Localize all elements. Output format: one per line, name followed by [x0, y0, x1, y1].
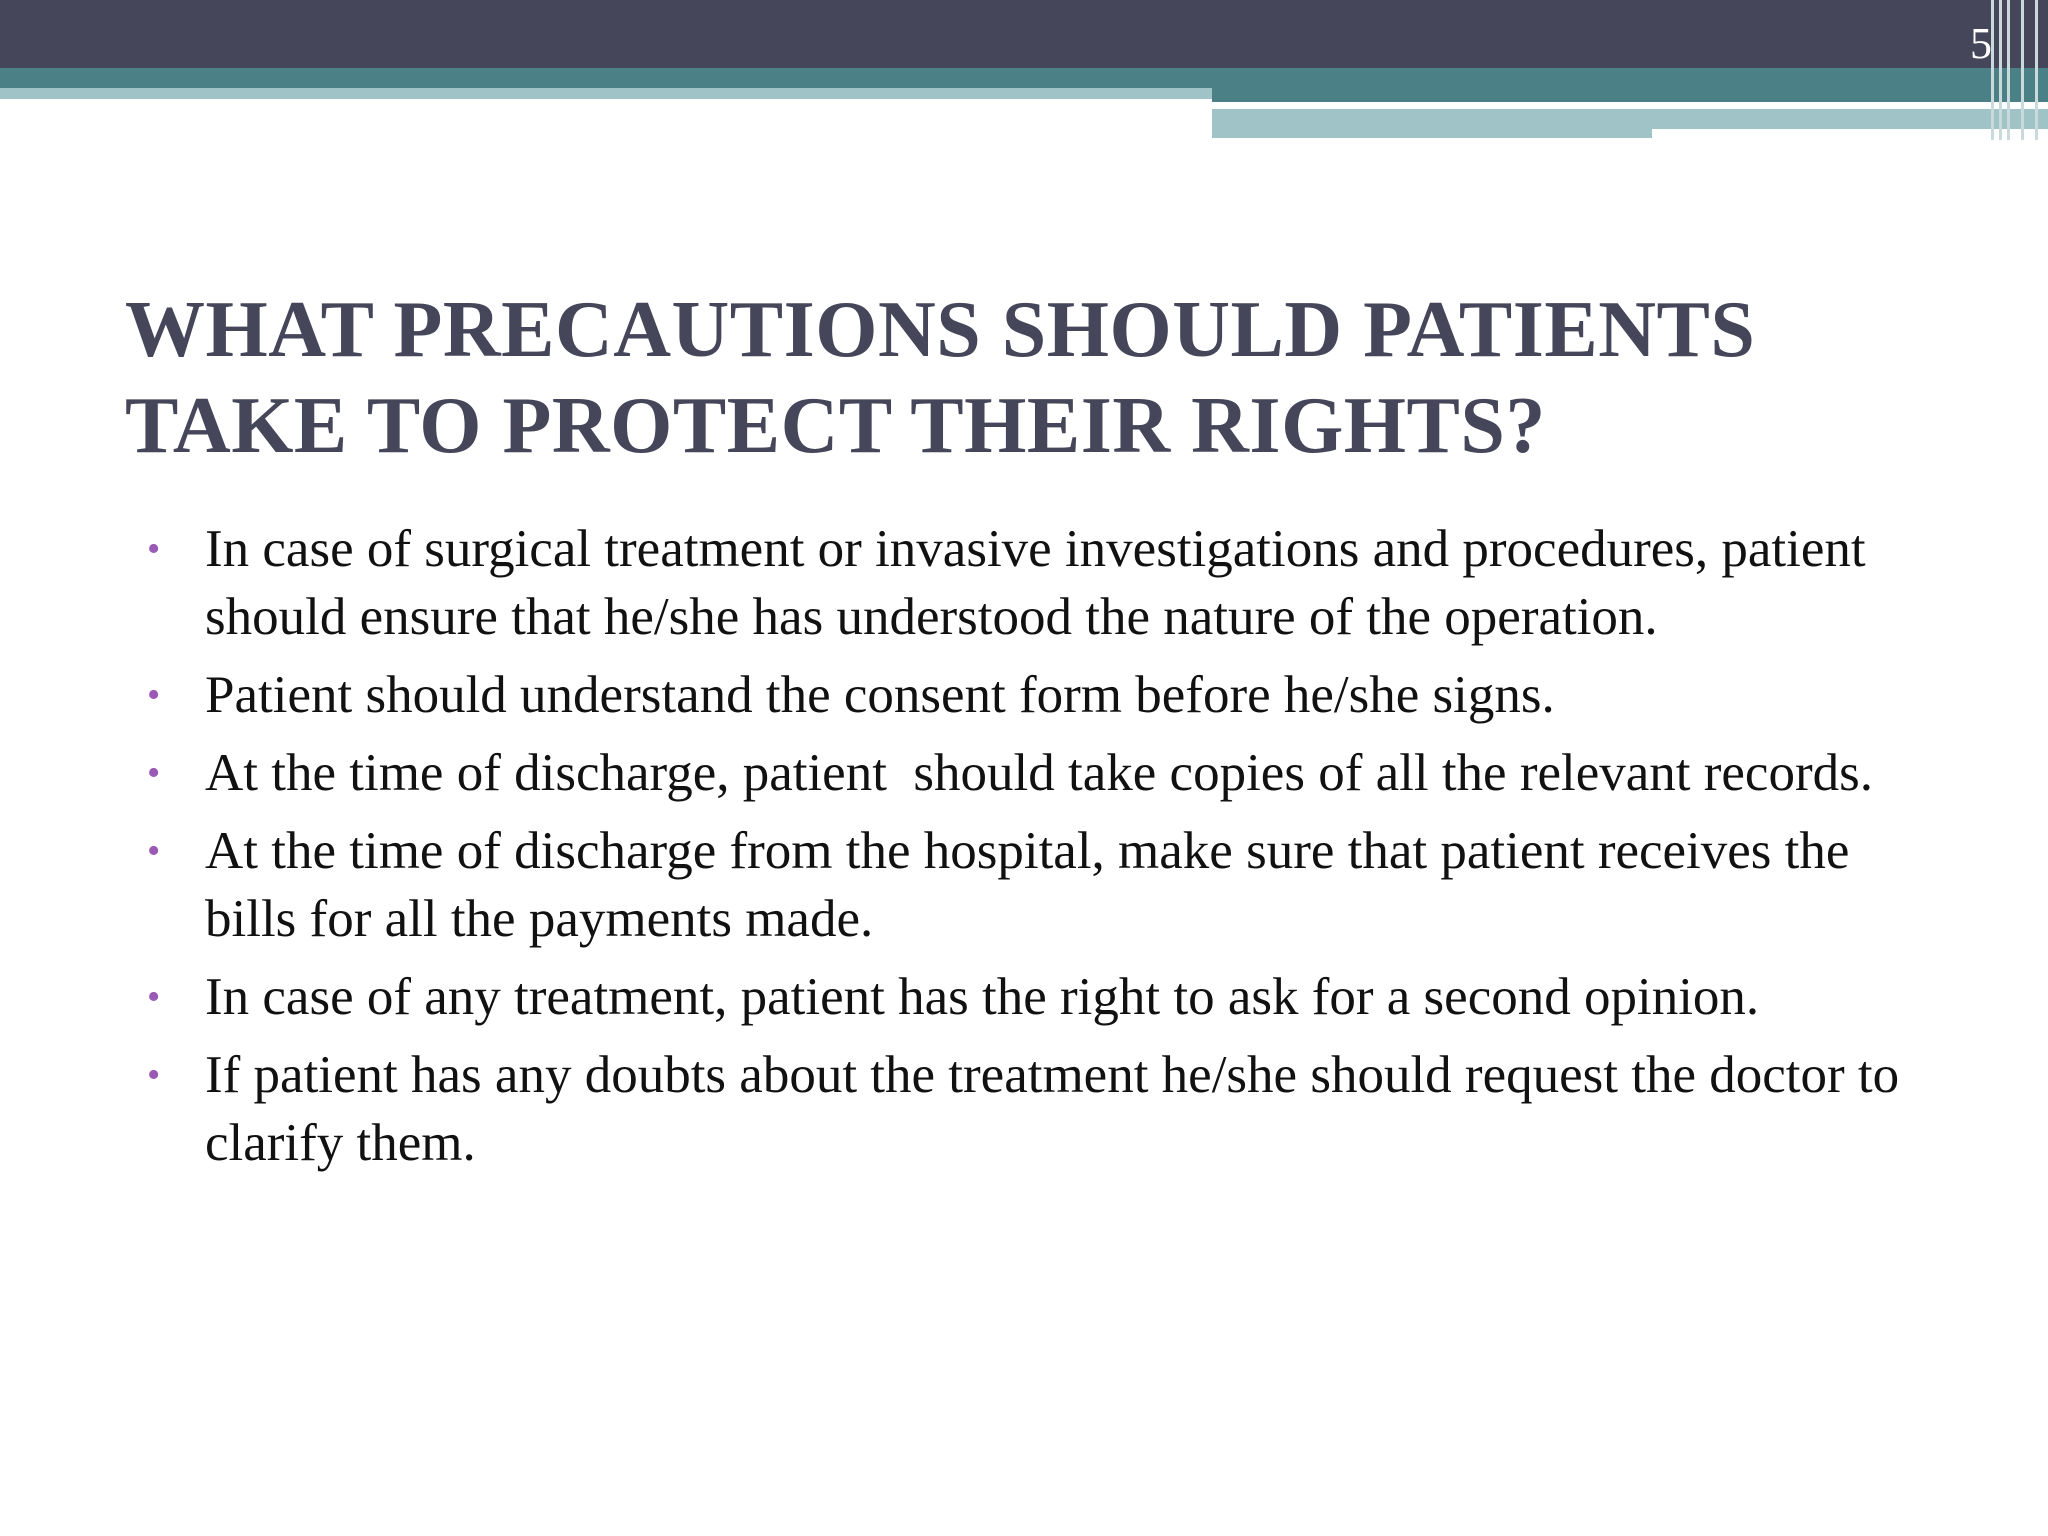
- list-item: [145, 963, 1945, 1031]
- bullet-marker: •: [147, 752, 161, 794]
- bullet-marker: •: [147, 528, 161, 570]
- bullet-list: [145, 515, 1945, 1187]
- list-item: [145, 515, 1945, 651]
- bullet-text: In case of surgical treatment or invasive investigations and procedures, patient should ensure that he/she has understood the nature of the operation.: [205, 520, 1866, 646]
- slide-title-line-1: WHAT PRECAUTIONS SHOULD PATIENTS: [125, 286, 1756, 374]
- slide-number: 5: [1970, 19, 1992, 68]
- list-item: [145, 817, 1945, 953]
- bullet-text: In case of any treatment, patient has the right to ask for a second opinion.: [205, 968, 1760, 1026]
- bullet-marker: •: [147, 1054, 161, 1096]
- header-light-band-lower: [1212, 109, 2048, 129]
- header-white-stripe: [1212, 102, 1896, 109]
- bullet-marker: •: [147, 674, 161, 716]
- bullet-text: At the time of discharge, patient should take copies of all the relevant records.: [205, 744, 1873, 802]
- bullet-text: If patient has any doubts about the treatment he/she should request the doctor to clarify them.: [205, 1046, 1900, 1172]
- list-item: [145, 1041, 1945, 1177]
- list-item: [145, 739, 1945, 807]
- header-vertical-lines: [1985, 0, 2048, 140]
- bullet-marker: •: [147, 830, 161, 872]
- header-teal-band-right: [1212, 88, 2048, 102]
- bullet-text: Patient should understand the consent form before he/she signs.: [205, 666, 1555, 724]
- bullet-text: At the time of discharge from the hospital, make sure that patient receives the bills for all the payments made.: [205, 822, 1850, 948]
- header-light-band-left: [0, 88, 1212, 99]
- list-item: [145, 661, 1945, 729]
- slide-title-line-2: TAKE TO PROTECT THEIR RIGHTS?: [125, 382, 1546, 470]
- header-dark-band: [0, 0, 2048, 68]
- slide-title: [125, 282, 1925, 474]
- header-teal-band: [0, 68, 2048, 88]
- header-light-band-step: [1212, 129, 1652, 138]
- bullet-marker: •: [147, 976, 161, 1018]
